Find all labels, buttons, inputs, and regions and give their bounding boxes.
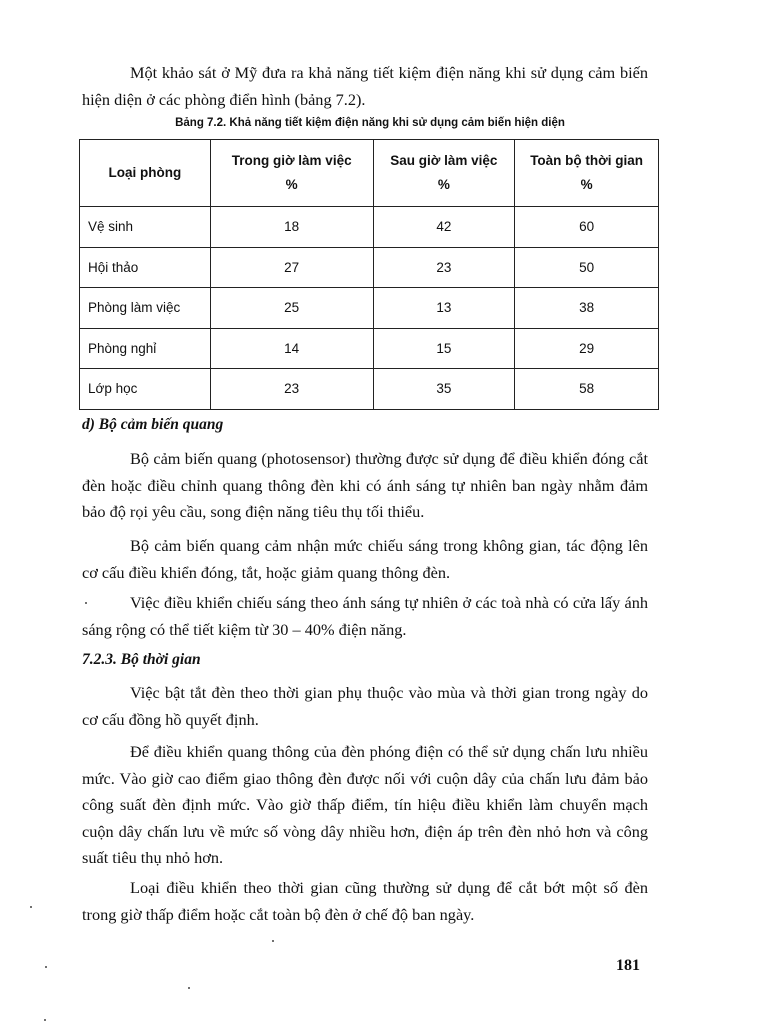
- scan-speck: [30, 906, 32, 908]
- cell-total: 58: [515, 369, 659, 410]
- savings-table: [79, 139, 659, 410]
- cell-working: 25: [210, 288, 373, 329]
- paragraph-photosensor-2: Bộ cảm biến quang cảm nhận mức chiếu sáng trong không gian, tác động lên cơ cấu điều khiển đóng, tắt, hoặc giảm quang thông đèn.: [82, 536, 648, 582]
- table-caption: Bảng 7.2. Khả năng tiết kiệm điện năng khi sử dụng cảm biến hiện diện: [175, 117, 565, 129]
- cell-after: 13: [373, 288, 515, 329]
- paragraph-timer-1: Việc bật tắt đèn theo thời gian phụ thuộc vào mùa và thời gian trong ngày do cơ cấu đồng hồ quyết định.: [82, 683, 648, 729]
- cell-room: Phòng nghỉ: [80, 328, 211, 369]
- cell-total: 29: [515, 328, 659, 369]
- cell-working: 23: [210, 369, 373, 410]
- cell-room: Hội thảo: [80, 247, 211, 288]
- scan-speck: [272, 940, 274, 942]
- paragraph-photosensor-1: Bộ cảm biến quang (photosensor) thường được sử dụng để điều khiển đóng cắt đèn hoặc điều chỉnh quang thông đèn khi có ánh sáng tự nhiên ban ngày nhằm đảm bảo độ rọi yêu cầu, song điện năng tiêu thụ tối thiểu.: [82, 449, 648, 521]
- cell-working: 18: [210, 207, 373, 248]
- cell-room: Phòng làm việc: [80, 288, 211, 329]
- cell-working: 14: [210, 328, 373, 369]
- scan-speck: [44, 1019, 46, 1021]
- header-room-type: Loại phòng: [80, 140, 211, 207]
- cell-room: Vệ sinh: [80, 207, 211, 248]
- cell-after: 23: [373, 247, 515, 288]
- scan-speck: [188, 987, 190, 989]
- paragraph-timer-3: Loại điều khiển theo thời gian cũng thường sử dụng để cắt bớt một số đèn trong giờ thấp điểm hoặc cắt toàn bộ đèn ở chế độ ban ngày.: [82, 878, 648, 924]
- scan-speck: [85, 602, 87, 604]
- table-row: [80, 247, 659, 288]
- page-number: 181: [616, 957, 640, 974]
- cell-total: 38: [515, 288, 659, 329]
- cell-working: 27: [210, 247, 373, 288]
- paragraph-timer-2: Để điều khiển quang thông của đèn phóng điện có thể sử dụng chấn lưu nhiều mức. Vào giờ cao điểm giao thông đèn được nối với cuộn dây của chấn lưu đảm bảo công suất đèn định mức. Vào giờ thấp điểm, tín hiệu điều khiển làm chuyển mạch cuộn dây chấn lưu về mức số vòng dây nhiều hơn, điện áp trên đèn nhỏ hơn và công suất tiêu thụ nhỏ hơn.: [82, 742, 648, 867]
- table-row: [80, 207, 659, 248]
- table-row: [80, 288, 659, 329]
- header-total-time: Toàn bộ thời gian %: [515, 140, 659, 207]
- section-heading-timer: 7.2.3. Bộ thời gian: [82, 651, 201, 668]
- cell-room: Lớp học: [80, 369, 211, 410]
- paragraph-photosensor-3: Việc điều khiển chiếu sáng theo ánh sáng tự nhiên ở các toà nhà có cửa lấy ánh sáng rộng có thể tiết kiệm từ 30 – 40% điện năng.: [82, 593, 648, 639]
- table-row: [80, 328, 659, 369]
- table-row: [80, 369, 659, 410]
- cell-after: 35: [373, 369, 515, 410]
- section-heading-photosensor: d) Bộ cảm biến quang: [82, 416, 224, 433]
- cell-after: 15: [373, 328, 515, 369]
- table-header-row: [80, 140, 659, 207]
- cell-after: 42: [373, 207, 515, 248]
- scan-speck: [45, 966, 47, 968]
- header-after-hours: Sau giờ làm việc %: [373, 140, 515, 207]
- header-working-hours: Trong giờ làm việc %: [210, 140, 373, 207]
- intro-paragraph: Một khảo sát ở Mỹ đưa ra khả năng tiết kiệm điện năng khi sử dụng cảm biến hiện diện ở các phòng điển hình (bảng 7.2).: [82, 63, 648, 109]
- cell-total: 60: [515, 207, 659, 248]
- cell-total: 50: [515, 247, 659, 288]
